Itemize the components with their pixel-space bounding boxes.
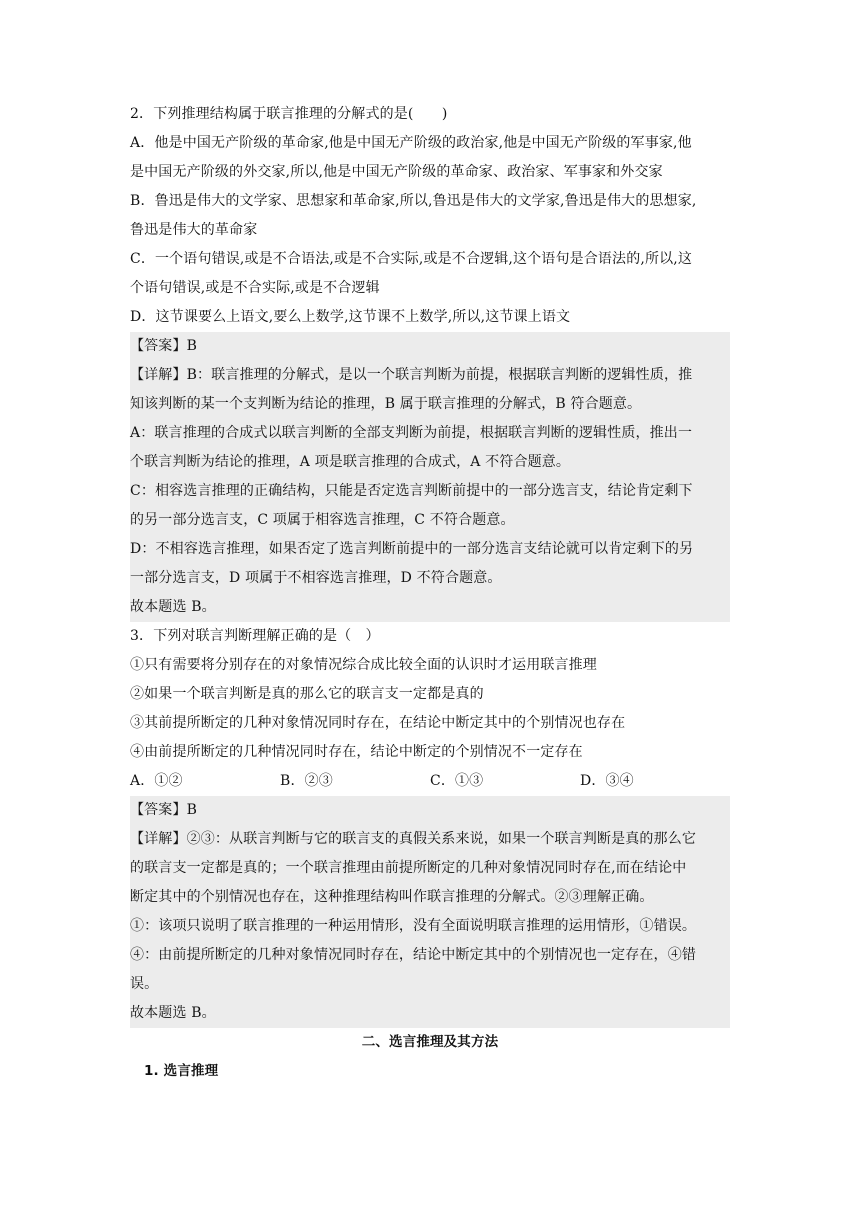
q2-option-b-line-2: 鲁迅是伟大的革命家 xyxy=(130,222,258,238)
q2-answer: 【答案】B xyxy=(130,338,198,354)
q2-option-c-line-1: C．一个语句错误,或是不合语法,或是不合实际,或是不合逻辑,这个语句是合语法的,所以,这 xyxy=(130,251,693,267)
q3-detail-line-3: 断定其中的个别情况也存在，这种推理结构叫作联言推理的分解式。②③理解正确。 xyxy=(130,889,654,905)
q3-item-4: ④由前提所断定的几种情况同时存在，结论中断定的个别情况不一定存在 xyxy=(130,744,583,760)
q2-option-d: D．这节课要么上语文,要么上数学,这节课不上数学,所以,这节课上语文 xyxy=(130,309,571,325)
subsection-title: 1. 选言推理 xyxy=(144,1063,219,1079)
q3-detail-line-4: ①：该项只说明了联言推理的一种运用情形，没有全面说明联言推理的运用情形，①错误。 xyxy=(130,918,696,934)
q3-option-d: D．③④ xyxy=(580,773,634,789)
q3-detail-line-6: 误。 xyxy=(130,976,159,992)
q2-detail-line-7: D：不相容选言推理，如果否定了选言判断前提中的一部分选言支结论就可以肯定剩下的另 xyxy=(130,541,694,557)
q3-option-b: B．②③ xyxy=(280,773,333,789)
q3-detail-line-5: ④：由前提所断定的几种对象情况同时存在，结论中断定其中的个别情况也一定存在，④错 xyxy=(130,947,696,963)
q3-options-row xyxy=(130,767,730,796)
q2-detail-line-3: A：联言推理的合成式以联言判断的全部支判断为前提，根据联言判断的逻辑性质，推出一 xyxy=(130,425,693,441)
q2-conclusion: 故本题选 B。 xyxy=(130,599,216,615)
q2-detail-line-5: C：相容选言推理的正确结构，只能是否定选言判断前提中的一部分选言支，结论肯定剩下 xyxy=(130,483,693,499)
question-2-stem: 2．下列推理结构属于联言推理的分解式的是( ) xyxy=(130,106,448,122)
q2-answer-block xyxy=(130,332,730,622)
q3-item-1: ①只有需要将分别存在的对象情况综合成比较全面的认识时才运用联言推理 xyxy=(130,657,597,673)
q3-conclusion: 故本题选 B。 xyxy=(130,1005,216,1021)
q2-detail-line-1: 【详解】B：联言推理的分解式，是以一个联言判断为前提，根据联言判断的逻辑性质，推 xyxy=(130,367,693,383)
q3-item-3: ③其前提所断定的几种对象情况同时存在，在结论中断定其中的个别情况也存在 xyxy=(130,715,626,731)
q3-detail-line-1: 【详解】②③：从联言判断与它的联言支的真假关系来说，如果一个联言判断是真的那么它 xyxy=(130,831,696,847)
q3-item-2: ②如果一个联言判断是真的那么它的联言支一定都是真的 xyxy=(130,686,484,702)
q3-option-c: C．①③ xyxy=(430,773,484,789)
q2-detail-line-8: 一部分选言支，D 项属于不相容选言推理，D 不符合题意。 xyxy=(130,570,502,586)
q3-answer: 【答案】B xyxy=(130,802,198,818)
q3-detail-line-2: 的联言支一定都是真的；一个联言推理由前提所断定的几种对象情况同时存在,而在结论中 xyxy=(130,860,687,876)
section-title: 二、选言推理及其方法 xyxy=(361,1034,499,1050)
question-3-stem: 3．下列对联言判断理解正确的是（ ） xyxy=(130,628,380,644)
q2-option-a-line-2: 是中国无产阶级的外交家,所以,他是中国无产阶级的革命家、政治家、军事家和外交家 xyxy=(130,164,663,180)
q2-detail-line-4: 个联言判断为结论的推理，A 项是联言推理的合成式，A 不符合题意。 xyxy=(130,454,571,470)
q2-detail-line-2: 知该判断的某一个支判断为结论的推理，B 属于联言推理的分解式，B 符合题意。 xyxy=(130,396,642,412)
q2-option-a-line-1: A．他是中国无产阶级的革命家,他是中国无产阶级的政治家,他是中国无产阶级的军事家,他 xyxy=(130,135,692,151)
q3-answer-block xyxy=(130,796,730,1028)
q2-option-b-line-1: B．鲁迅是伟大的文学家、思想家和革命家,所以,鲁迅是伟大的文学家,鲁迅是伟大的思想家, xyxy=(130,193,697,209)
document-page xyxy=(130,100,730,1086)
q2-detail-line-6: 的另一部分选言支，C 项属于相容选言推理，C 不符合题意。 xyxy=(130,512,515,528)
q2-option-c-line-2: 个语句错误,或是不合实际,或是不合逻辑 xyxy=(130,280,380,296)
q3-option-a: A．①② xyxy=(130,773,183,789)
